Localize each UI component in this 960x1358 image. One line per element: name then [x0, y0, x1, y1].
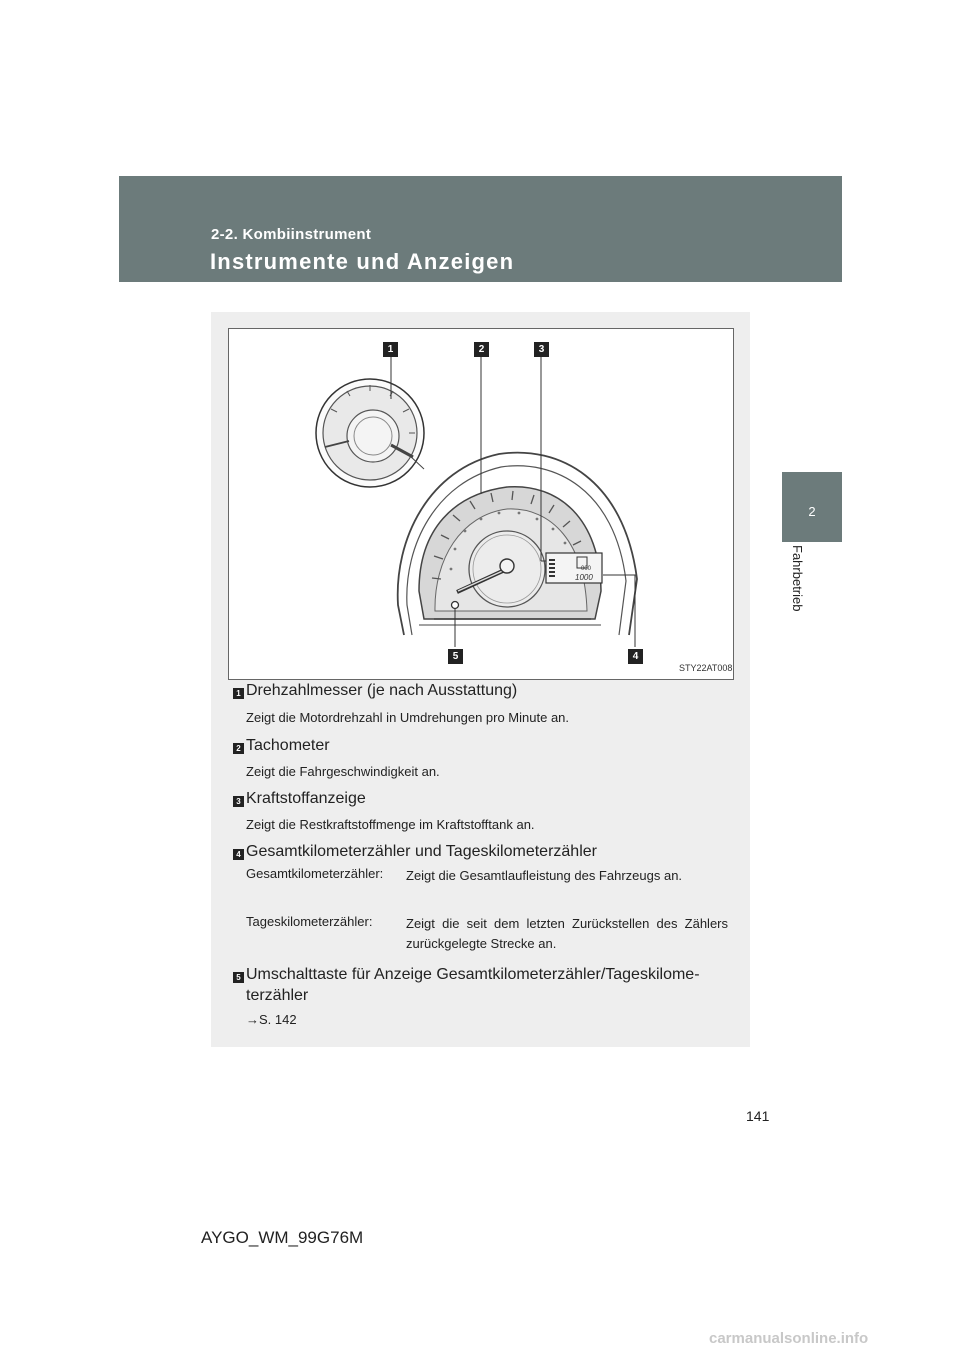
- item-5-title-line2: terzähler: [246, 987, 309, 1004]
- section-label: 2-2. Kombiinstrument: [211, 226, 372, 243]
- item-5-marker: 5: [233, 972, 244, 983]
- odometer-total-readout: 1000: [575, 573, 593, 582]
- footer-code: AYGO_WM_99G76M: [201, 1228, 364, 1247]
- item-4-marker: 4: [233, 849, 244, 860]
- chapter-tab-number: 2: [808, 504, 816, 519]
- trip-meter-definition-text: Zeigt die seit dem letzten Zurückstellen des Zählers zurückgelegte Strecke an.: [406, 916, 728, 951]
- item-1-description: Zeigt die Motordrehzahl in Umdrehungen pro Minute an.: [246, 710, 570, 725]
- odometer-definition-text: Zeigt die Gesamtlaufleistung des Fahrzeugs an.: [406, 868, 683, 883]
- item-1-marker: 1: [233, 688, 244, 699]
- chapter-tab-label: Fahrbetrieb: [790, 545, 805, 612]
- figure-code: STY22AT008: [679, 663, 733, 673]
- chapter-tab: [782, 472, 842, 542]
- watermark: carmanualsonline.info: [709, 1330, 869, 1347]
- instrument-cluster-figure: [228, 328, 734, 680]
- odometer-term: Gesamtkilometerzähler:: [246, 866, 384, 881]
- callout-3: 3: [534, 342, 549, 357]
- item-1-title: Drehzahlmesser (je nach Ausstattung): [246, 682, 518, 699]
- odometer-trip-readout: 000: [581, 566, 592, 572]
- trip-meter-term: Tageskilometerzähler:: [246, 914, 373, 929]
- instrument-cluster-illustration: [229, 329, 733, 679]
- page-number: 141: [746, 1108, 770, 1124]
- callout-4: 4: [628, 649, 643, 664]
- item-5-title-line1: Umschalttaste für Anzeige Gesamtkilometerzähler/Tageskilome-: [246, 966, 700, 983]
- item-2-marker: 2: [233, 743, 244, 754]
- item-2-title: Tachometer: [246, 737, 330, 754]
- item-3-description: Zeigt die Restkraftstoffmenge im Kraftstofftank an.: [246, 817, 535, 832]
- page-reference-link[interactable]: →S. 142: [246, 1012, 297, 1027]
- callout-5: 5: [448, 649, 463, 664]
- callout-2: 2: [474, 342, 489, 357]
- item-4-title: Gesamtkilometerzähler und Tageskilometerzähler: [246, 843, 597, 860]
- item-2-description: Zeigt die Fahrgeschwindigkeit an.: [246, 764, 440, 779]
- page-title: Instrumente und Anzeigen: [210, 249, 515, 274]
- item-3-title: Kraftstoffanzeige: [246, 790, 366, 807]
- item-3-marker: 3: [233, 796, 244, 807]
- callout-1: 1: [383, 342, 398, 357]
